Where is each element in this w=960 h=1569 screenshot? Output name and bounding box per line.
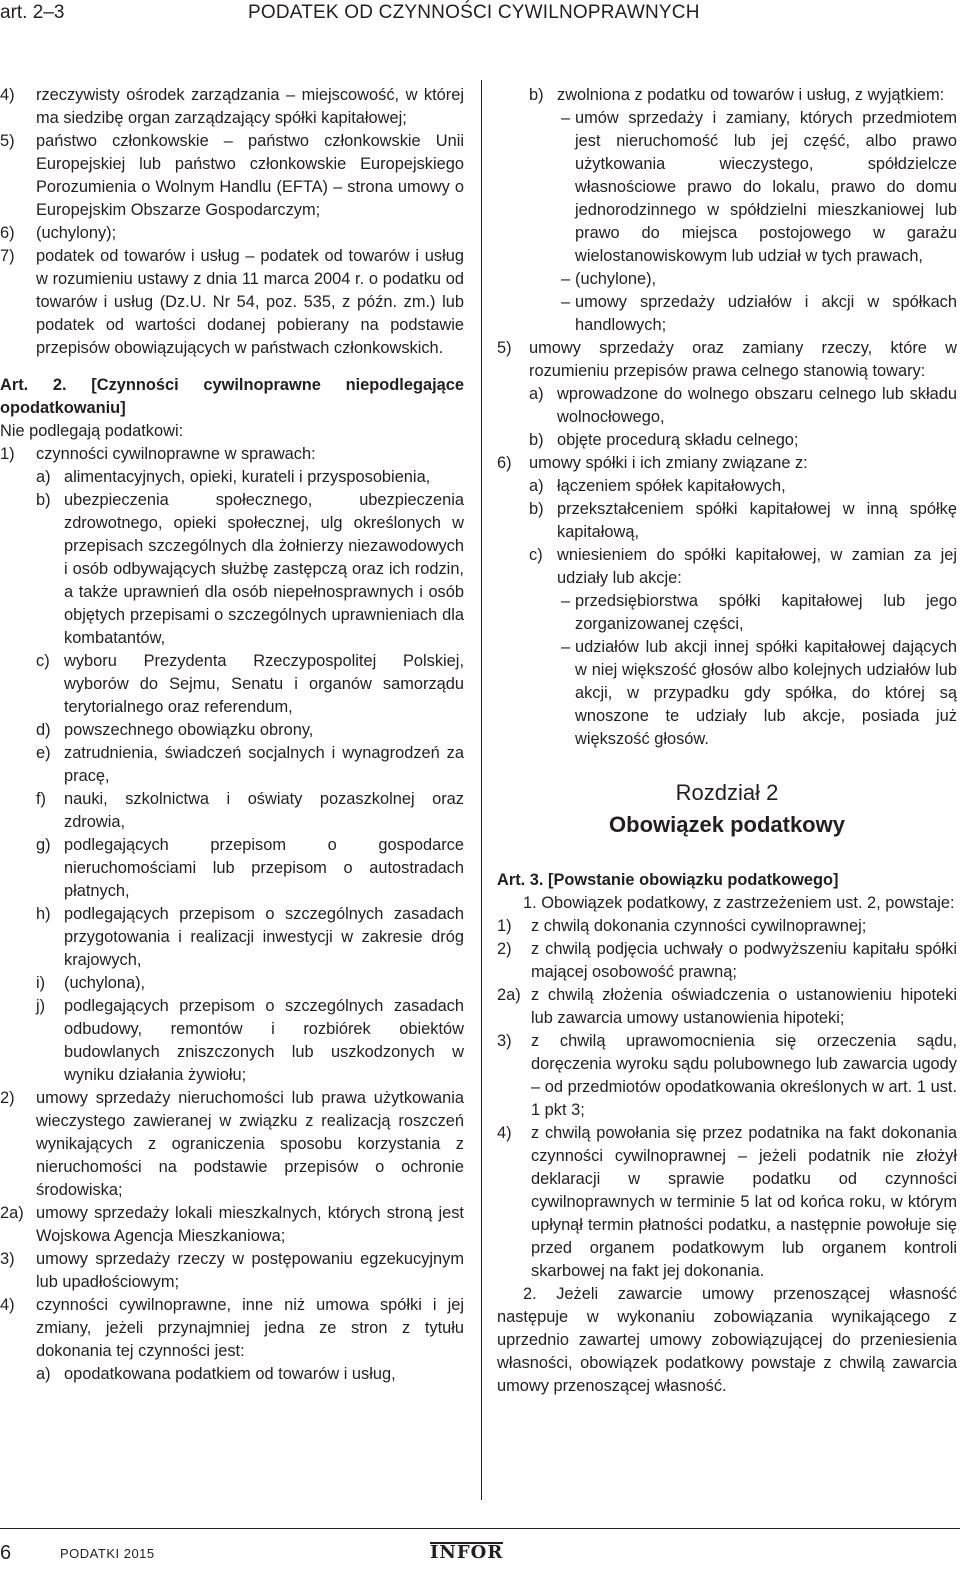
dash-item bbox=[539, 107, 957, 268]
dash-item bbox=[539, 590, 957, 636]
item1-sublist bbox=[0, 466, 464, 1087]
item-text: umów sprzedaży i zamiany, których przedmiotem jest nieruchomość lub jej część, albo prawo użytkowania wieczystego, spółdzielcze własnościowe prawo do lokalu, prawo do domu jednorodzinnego w spółdzielni mieszkaniowej lub prawo do miejsca postojowego w garażu wielostanowiskowym lub udział w tych prawach, bbox=[575, 109, 957, 265]
item-text: umowy sprzedaży oraz zamiany rzeczy, które w rozumieniu przepisów prawa celnego stanowią towary: bbox=[529, 339, 957, 380]
art2-heading: Art. 2. [Czynności cywilnoprawne niepodlegające opodatkowaniu] bbox=[0, 376, 464, 417]
item-text: (uchylony); bbox=[36, 224, 117, 242]
item5-sublist bbox=[497, 383, 957, 452]
right-column bbox=[497, 84, 957, 1398]
column-divider bbox=[481, 80, 482, 1500]
list-item bbox=[0, 972, 464, 995]
chapter-title: Obowiązek podatkowy bbox=[609, 812, 845, 837]
dash-item bbox=[539, 268, 957, 291]
list-item bbox=[497, 429, 957, 452]
item-text: zwolniona z podatku od towarów i usług, z wyjątkiem: bbox=[557, 86, 945, 104]
list-item bbox=[0, 84, 464, 130]
item-text: nauki, szkolnictwa i oświaty pozaszkolnej oraz zdrowia, bbox=[64, 790, 464, 831]
item-number: h) bbox=[36, 905, 51, 923]
item-number: c) bbox=[36, 652, 50, 670]
page-header bbox=[0, 0, 960, 30]
list-item bbox=[0, 245, 464, 360]
list-item bbox=[0, 466, 464, 489]
dash-marker: – bbox=[561, 293, 571, 311]
item-number: 6) bbox=[497, 454, 512, 472]
item-text: umowy sprzedaży udziałów i akcji w spółkach handlowych; bbox=[575, 293, 957, 334]
list-item bbox=[0, 1248, 464, 1294]
item-number: f) bbox=[36, 790, 47, 808]
left-column bbox=[0, 84, 464, 1386]
publisher-logo: INFOR bbox=[430, 1542, 504, 1563]
dash-item bbox=[539, 291, 957, 337]
item-text: powszechnego obowiązku obrony, bbox=[64, 721, 314, 739]
list-item bbox=[497, 544, 957, 590]
item-text: wprowadzone do wolnego obszaru celnego lub składu wolnocłowego, bbox=[557, 385, 957, 426]
item-text: z chwilą złożenia oświadczenia o ustanowieniu hipoteki lub zawarcia umowy ustanowienia hipoteki; bbox=[531, 986, 957, 1027]
item-number: 2a) bbox=[0, 1204, 24, 1222]
item-number: a) bbox=[36, 1365, 51, 1383]
list-item bbox=[497, 498, 957, 544]
list-item bbox=[0, 903, 464, 972]
item-text: alimentacyjnych, opieki, kurateli i przysposobienia, bbox=[64, 468, 431, 486]
item-text: z chwilą powołania się przez podatnika na fakt dokonania czynności cywilnoprawnej – jeżeli podatnik nie złożył deklaracji w sprawie podatku od czynności cywilnoprawnych w terminie 5 lat od końca roku, w którym upłynął termin płatności podatku, a następnie powołuje się przed organem podatkowym lub organem kontroli skarbowej na fakt jej dokonania. bbox=[531, 1124, 957, 1280]
list-item bbox=[0, 222, 464, 245]
dash-item bbox=[539, 636, 957, 751]
item-text: opodatkowana podatkiem od towarów i usług, bbox=[64, 1365, 396, 1383]
item-number: b) bbox=[529, 500, 544, 518]
item-text: łączeniem spółek kapitałowych, bbox=[557, 477, 786, 495]
item-text: umowy sprzedaży nieruchomości lub prawa użytkowania wieczystego zawieranej w związku z realizacją roszczeń wynikających z ograniczenia sposobu korzystania z nieruchomości na podstawie przepisów o ochronie środowiska; bbox=[36, 1089, 464, 1199]
dash-list bbox=[497, 590, 957, 751]
item6-sublist bbox=[497, 475, 957, 590]
item-text: umowy sprzedaży rzeczy w postępowaniu egzekucyjnym lub upadłościowym; bbox=[36, 1250, 464, 1291]
chapter-label: Rozdział 2 bbox=[675, 780, 779, 805]
item-text: z chwilą dokonania czynności cywilnoprawnej; bbox=[531, 917, 867, 935]
list-item bbox=[0, 719, 464, 742]
item-number: a) bbox=[529, 477, 544, 495]
item-text: (uchylona), bbox=[64, 974, 146, 992]
list-item bbox=[0, 1294, 464, 1363]
item-number: 1) bbox=[497, 917, 512, 935]
item-text: umowy spółki i ich zmiany związane z: bbox=[529, 454, 808, 472]
list-item bbox=[497, 1122, 957, 1283]
item-number: c) bbox=[529, 546, 543, 564]
item-text: czynności cywilnoprawne, inne niż umowa spółki i jej zmiany, jeżeli przynajmniej jedna ze stron z tytułu dokonania tej czynności jest: bbox=[36, 1296, 464, 1360]
item-number: 5) bbox=[0, 132, 15, 150]
page-footer bbox=[0, 1540, 960, 1568]
item-number: 7) bbox=[0, 247, 15, 265]
item-text: przedsiębiorstwa spółki kapitałowej lub jego zorganizowanej części, bbox=[575, 592, 957, 633]
list-item bbox=[0, 130, 464, 222]
item-text: wyboru Prezydenta Rzeczypospolitej Polskiej, wyborów do Sejmu, Senatu i organów samorządu terytorialnego oraz referendum, bbox=[64, 652, 464, 716]
item-number: 1) bbox=[0, 445, 15, 463]
list-item bbox=[0, 834, 464, 903]
item-number: g) bbox=[36, 836, 51, 854]
item-number: 2) bbox=[497, 940, 512, 958]
item-text: podlegających przepisom o szczególnych zasadach przygotowania i realizacji inwestycji w zakresie dróg krajowych, bbox=[64, 905, 464, 969]
definitions-list bbox=[0, 84, 464, 360]
list-item bbox=[0, 1087, 464, 1202]
art2-items-list bbox=[0, 1087, 464, 1363]
item-number: 2a) bbox=[497, 986, 521, 1004]
item-number: b) bbox=[36, 491, 51, 509]
list-item bbox=[497, 475, 957, 498]
page-running-title: PODATEK OD CZYNNOŚCI CYWILNOPRAWNYCH bbox=[248, 2, 700, 23]
list-item bbox=[497, 984, 957, 1030]
item-text: wniesieniem do spółki kapitałowej, w zamian za jej udziały lub akcje: bbox=[557, 546, 957, 587]
article-reference: art. 2–3 bbox=[0, 2, 65, 23]
list-item bbox=[497, 452, 957, 475]
art3-heading: Art. 3. [Powstanie obowiązku podatkowego] bbox=[497, 871, 839, 889]
item-number: d) bbox=[36, 721, 51, 739]
list-item bbox=[0, 443, 464, 466]
list-item bbox=[0, 489, 464, 650]
dash-marker: – bbox=[561, 109, 571, 127]
footer-rule bbox=[0, 1528, 960, 1529]
item-text: podlegających przepisom o gospodarce nieruchomościami lub przepisom o autostradach płatnych, bbox=[64, 836, 464, 900]
list-item bbox=[0, 788, 464, 834]
list-item bbox=[497, 938, 957, 984]
list-item bbox=[497, 337, 957, 383]
item-text: czynności cywilnoprawne w sprawach: bbox=[36, 445, 316, 463]
list-item bbox=[0, 1363, 464, 1386]
item-number: 2) bbox=[0, 1089, 15, 1107]
item-number: 3) bbox=[0, 1250, 15, 1268]
item-text: rzeczywisty ośrodek zarządzania – miejscowość, w której ma siedzibę organ zarządzający spółki kapitałowej; bbox=[36, 86, 464, 127]
art3-items-list bbox=[497, 915, 957, 1283]
chapter-heading bbox=[497, 777, 957, 841]
dash-list bbox=[497, 107, 957, 337]
list-item bbox=[497, 84, 957, 107]
item-number: j) bbox=[36, 997, 46, 1015]
item-text: ubezpieczenia społecznego, ubezpieczenia zdrowotnego, opieki społecznej, ulg określonych w przepisach szczególnych dla żołnierzy niezawodowych i osób odbywających służbę zastępczą oraz ich rodzin, a także uprawnień dla osób niepełnosprawnych i osób objętych przepisami o szczególnych uprawnieniach dla kombatantów, bbox=[64, 491, 464, 647]
item-text: zatrudnienia, świadczeń socjalnych i wynagrodzeń za pracę, bbox=[64, 744, 464, 785]
list-item bbox=[497, 383, 957, 429]
list-item bbox=[0, 650, 464, 719]
item-number: 4) bbox=[497, 1124, 512, 1142]
item-number: 6) bbox=[0, 224, 15, 242]
page-number: 6 bbox=[0, 1542, 12, 1564]
list-item bbox=[497, 1030, 957, 1122]
dash-marker: – bbox=[561, 592, 571, 610]
item-number: i) bbox=[36, 974, 46, 992]
item-text: z chwilą uprawomocnienia się orzeczenia sądu, doręczenia wyroku sądu polubownego lub zawarcia ugody – od przedmiotów opodatkowania określonych w art. 1 ust. 1 pkt 3; bbox=[531, 1032, 957, 1119]
dash-marker: – bbox=[561, 638, 571, 656]
item-text: podlegających przepisom o szczególnych zasadach odbudowy, remontów i rozbiórek obiektów budowlanych zniszczonych lub uszkodzonych w wyniku działania żywiołu; bbox=[64, 997, 464, 1084]
item-number: a) bbox=[529, 385, 544, 403]
publication-name: PODATKI 2015 bbox=[60, 1546, 155, 1561]
item-number: a) bbox=[36, 468, 51, 486]
item-number: e) bbox=[36, 744, 51, 762]
list-item bbox=[0, 742, 464, 788]
item-number: 4) bbox=[0, 1296, 15, 1314]
item-number: b) bbox=[529, 431, 544, 449]
item-text: z chwilą podjęcia uchwały o podwyższeniu kapitału spółki mającej osobowość prawną; bbox=[531, 940, 957, 981]
item-number: b) bbox=[529, 86, 544, 104]
item-text: podatek od towarów i usług – podatek od towarów i usług w rozumieniu ustawy z dnia 11 marca 2004 r. o podatku od towarów i usług (Dz.U. Nr 54, poz. 535, z późn. zm.) lub podatek od wartości dodanej pobierany na podstawie przepisów obowiązujących w państwach członkowskich. bbox=[36, 247, 464, 357]
item-text: udziałów lub akcji innej spółki kapitałowej dających w niej większość głosów albo kolejnych udziałów lub akcji, w przypadku gdy spółka, do której są wnoszone te udziały lub akcje, posiada już większość głosów. bbox=[575, 638, 957, 748]
item-number: 5) bbox=[497, 339, 512, 357]
item-text: państwo członkowskie – państwo członkowskie Unii Europejskiej lub państwo członkowskie Europejskiego Porozumienia o Wolnym Handlu (EFTA) – strona umowy o Europejskim Obszarze Gospodarczym; bbox=[36, 132, 464, 219]
item-text: przekształceniem spółki kapitałowej w inną spółkę kapitałową, bbox=[557, 500, 957, 541]
item-text: objęte procedurą składu celnego; bbox=[557, 431, 799, 449]
dash-marker: – bbox=[561, 270, 571, 288]
list-item bbox=[0, 1202, 464, 1248]
list-item bbox=[0, 995, 464, 1087]
list-item bbox=[497, 915, 957, 938]
art3-paragraph-1: 1. Obowiązek podatkowy, z zastrzeżeniem ust. 2, powstaje: bbox=[523, 894, 955, 912]
item-text: umowy sprzedaży lokali mieszkalnych, których stroną jest Wojskowa Agencja Mieszkaniowa; bbox=[36, 1204, 464, 1245]
item-number: 4) bbox=[0, 86, 15, 104]
art3-paragraph-2: 2. Jeżeli zawarcie umowy przenoszącej własność następuje w wykonaniu zobowiązania wynikającego z uprzednio zawartej umowy zobowiązującej do przeniesienia własności, obowiązek podatkowy powstaje z chwilą zawarcia umowy przenoszącej własność. bbox=[497, 1285, 957, 1395]
item-text: (uchylone), bbox=[575, 270, 657, 288]
item-number: 3) bbox=[497, 1032, 512, 1050]
art2-intro: Nie podlegają podatkowi: bbox=[0, 422, 184, 440]
